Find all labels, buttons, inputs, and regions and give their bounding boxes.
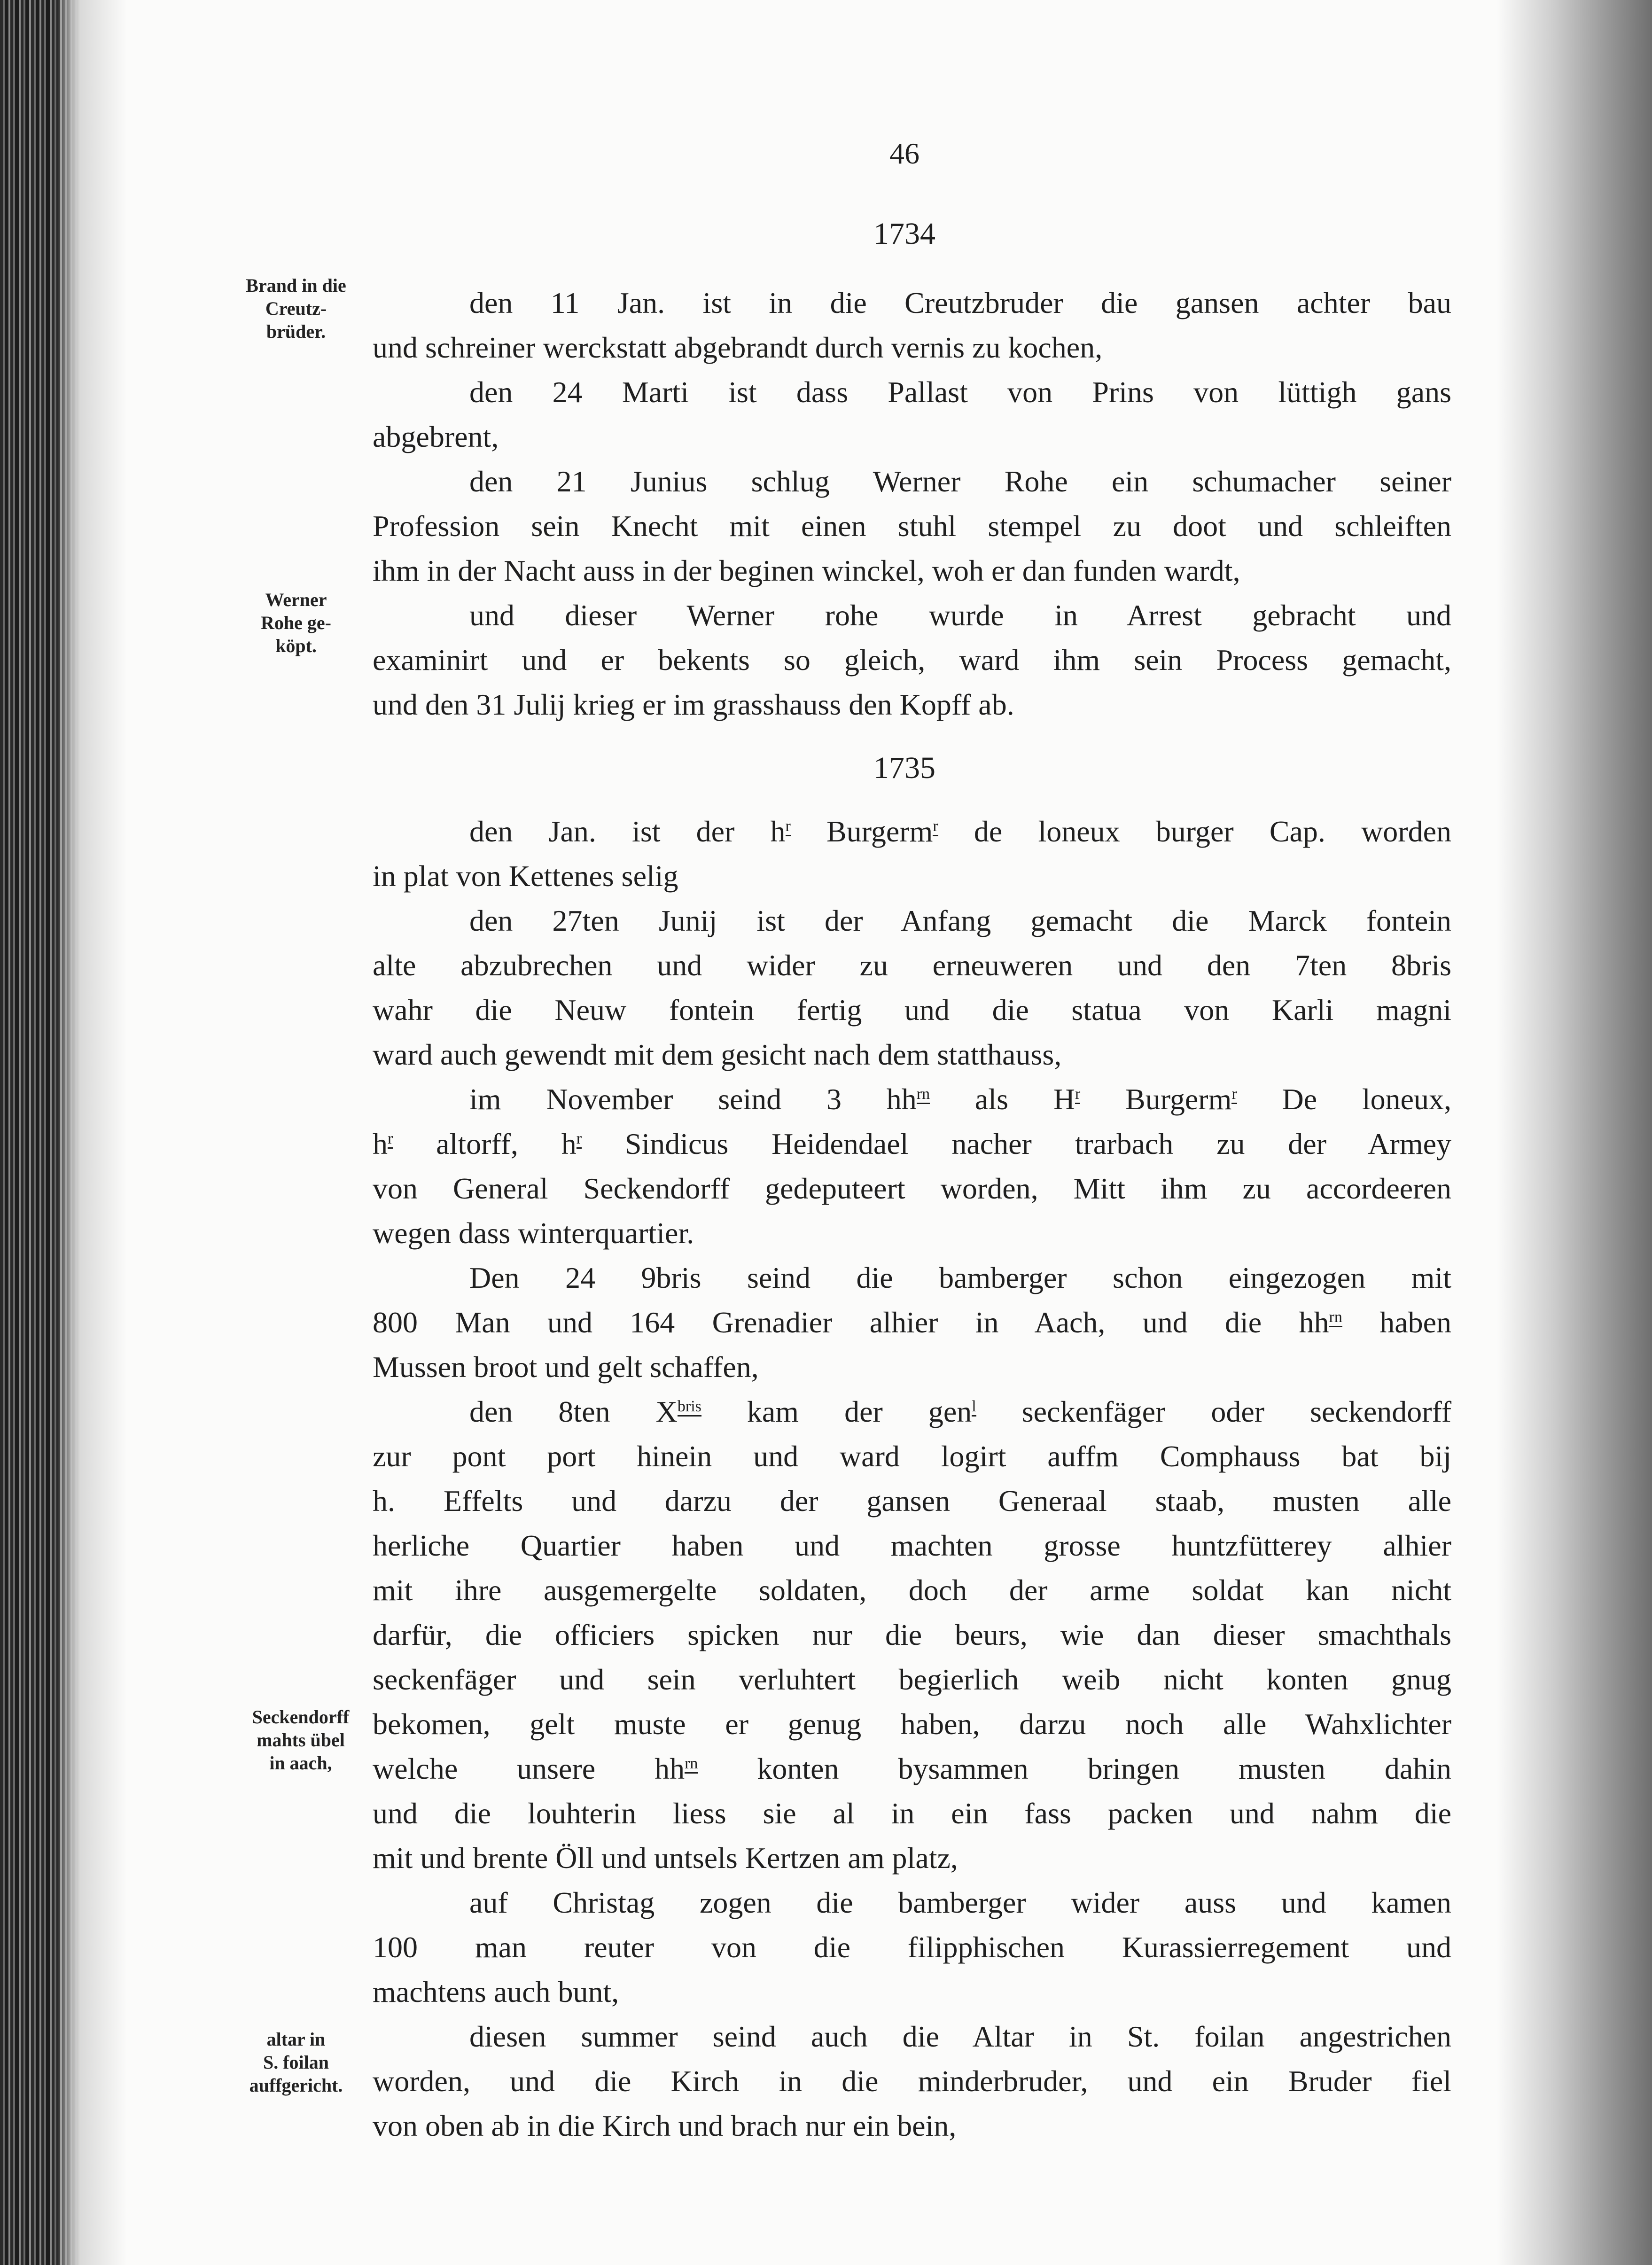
text-run: und dieser Werner rohe wurde in Arrest gebracht und — [469, 599, 1451, 632]
book-gutter-shadow — [70, 0, 127, 2265]
text-line — [373, 370, 1451, 414]
text-line — [373, 988, 1451, 1032]
text-run: und die louhterin liess sie al in ein fass packen und nahm die — [373, 1797, 1451, 1830]
text-line — [373, 1523, 1451, 1568]
section-1734-text — [373, 280, 1451, 727]
margin-note-line: auffgericht. — [249, 2075, 343, 2096]
superscript-abbrev: rn — [1329, 1308, 1342, 1327]
text-run: bekomen, gelt muste er genug haben, darzu noch alle Wahxlichter — [373, 1707, 1451, 1741]
text-line — [373, 1568, 1451, 1612]
text-line — [373, 1211, 1451, 1255]
text-run: diesen summer seind auch die Altar in St. foilan angestrichen — [469, 2020, 1451, 2053]
text-run: als H — [930, 1082, 1075, 1116]
text-line — [373, 943, 1451, 988]
text-line — [373, 1657, 1451, 1702]
text-run: mit ihre ausgemergelte soldaten, doch der arme soldat kan nicht — [373, 1573, 1451, 1607]
text-run: seckenfäger und sein verluhtert begierlich weib nicht konten gnug — [373, 1663, 1451, 1696]
book-spine-shadow — [0, 0, 80, 2265]
text-run: abgebrent, — [373, 420, 499, 453]
text-line — [373, 1746, 1451, 1791]
text-run: altorff, h — [393, 1127, 577, 1160]
margin-note-line: S. foilan — [263, 2052, 329, 2073]
text-run: den 8ten X — [469, 1395, 678, 1428]
text-line — [373, 593, 1451, 638]
margin-note-line: Creutz- — [265, 298, 327, 319]
text-run: alte abzubrechen und wider zu erneuweren und den 7ten 8bris — [373, 949, 1451, 982]
superscript-abbrev: r — [933, 817, 938, 836]
superscript-abbrev: bris — [678, 1398, 701, 1417]
text-line — [373, 280, 1451, 325]
text-line — [373, 325, 1451, 370]
section-1735-text — [373, 809, 1451, 2148]
text-line — [373, 1032, 1451, 1077]
margin-note-brand — [216, 274, 376, 343]
text-run: den 21 Junius schlug Werner Rohe ein schumacher seiner — [469, 465, 1451, 498]
text-run: de loneux burger Cap. worden — [938, 815, 1452, 848]
text-line — [373, 504, 1451, 548]
text-line — [373, 1166, 1451, 1211]
text-run: in plat von Kettenes selig — [373, 859, 678, 893]
text-run: haben — [1342, 1306, 1452, 1339]
text-line — [373, 1121, 1451, 1166]
text-run: examinirt und er bekents so gleich, ward ihm sein Process gemacht, — [373, 643, 1451, 677]
text-run: auf Christag zogen die bamberger wider auss und kamen — [469, 1886, 1451, 1919]
text-line — [373, 2059, 1451, 2103]
text-run: konten bysammen bringen musten dahin — [698, 1752, 1452, 1785]
text-run: Burgerm — [790, 815, 933, 848]
text-line — [373, 1479, 1451, 1523]
superscript-abbrev: l — [972, 1398, 976, 1417]
margin-note-line: altar in — [266, 2029, 326, 2050]
text-line — [373, 1791, 1451, 1836]
text-run: 100 man reuter von die filipphischen Kurassierregement und — [373, 1930, 1451, 1964]
superscript-abbrev: r — [1075, 1085, 1080, 1104]
text-run: von General Seckendorff gedeputeert worden, Mitt ihm zu accordeeren — [373, 1172, 1451, 1205]
text-line — [373, 1925, 1451, 1969]
text-run: mit und brente Öll und untsels Kertzen am platz, — [373, 1841, 958, 1875]
text-run: Mussen broot und gelt schaffen, — [373, 1350, 759, 1384]
text-run: im November seind 3 hh — [469, 1082, 917, 1116]
margin-note-altar — [216, 2028, 376, 2097]
text-run: seckenfäger oder seckendorff — [976, 1395, 1452, 1428]
margin-note-line: Brand in die — [246, 275, 346, 296]
text-run: Den 24 9bris seind die bamberger schon eingezogen mit — [469, 1261, 1451, 1294]
page-edge-shadow — [1497, 0, 1652, 2265]
text-run: Profession sein Knecht mit einen stuhl stempel zu doot und schleiften — [373, 509, 1451, 543]
text-line — [373, 1077, 1451, 1121]
text-run: den 11 Jan. ist in die Creutzbruder die gansen achter bau — [469, 286, 1451, 319]
text-line — [373, 854, 1451, 898]
text-line — [373, 2014, 1451, 2059]
margin-note-line: brüder. — [266, 321, 326, 342]
text-run: von oben ab in die Kirch und brach nur ein bein, — [373, 2109, 957, 2142]
year-heading-1735: 1735 — [873, 751, 935, 785]
text-run: den 27ten Junij ist der Anfang gemacht die Marck fontein — [469, 904, 1451, 937]
margin-note-werner — [216, 588, 376, 657]
text-run: wegen dass winterquartier. — [373, 1216, 694, 1250]
text-line — [373, 1300, 1451, 1345]
page-number: 46 — [889, 137, 920, 170]
text-line — [373, 459, 1451, 504]
superscript-abbrev: rn — [917, 1085, 930, 1104]
text-run: herliche Quartier haben und machten grosse huntzfütterey alhier — [373, 1529, 1451, 1562]
text-line — [373, 1345, 1451, 1389]
text-line — [373, 682, 1451, 727]
text-line — [373, 1255, 1451, 1300]
superscript-abbrev: r — [577, 1130, 582, 1149]
margin-note-line: Werner — [265, 589, 327, 610]
text-run: welche unsere hh — [373, 1752, 685, 1785]
text-run: kam der gen — [701, 1395, 972, 1428]
text-line — [373, 638, 1451, 682]
text-line — [373, 1969, 1451, 2014]
text-line — [373, 1880, 1451, 1925]
text-line — [373, 1702, 1451, 1746]
text-run: De loneux, — [1237, 1082, 1452, 1116]
text-line — [373, 1434, 1451, 1479]
margin-note-line: Rohe ge- — [261, 612, 331, 633]
text-run: den Jan. ist der h — [469, 815, 786, 848]
text-line — [373, 809, 1451, 854]
text-line — [373, 1389, 1451, 1434]
text-run: 800 Man und 164 Grenadier alhier in Aach, und die hh — [373, 1306, 1329, 1339]
text-run: worden, und die Kirch in die minderbruder, und ein Bruder fiel — [373, 2064, 1451, 2098]
text-run: machtens auch bunt, — [373, 1975, 619, 2008]
margin-note-line: in aach, — [269, 1752, 332, 1774]
year-heading-1734: 1734 — [873, 217, 935, 251]
text-run: ward auch gewendt mit dem gesicht nach dem statthauss, — [373, 1038, 1062, 1071]
text-line — [373, 1836, 1451, 1880]
text-run: h. Effelts und darzu der gansen Generaal staab, musten alle — [373, 1484, 1451, 1518]
text-line — [373, 2103, 1451, 2148]
text-run: wahr die Neuw fontein fertig und die statua von Karli magni — [373, 993, 1451, 1027]
text-run: zur pont port hinein und ward logirt auffm Comphauss bat bij — [373, 1440, 1451, 1473]
text-line — [373, 414, 1451, 459]
text-line — [373, 1612, 1451, 1657]
text-line — [373, 898, 1451, 943]
text-line — [373, 548, 1451, 593]
superscript-abbrev: r — [1231, 1085, 1237, 1104]
text-run: Sindicus Heidendael nacher trarbach zu der Armey — [582, 1127, 1452, 1160]
margin-note-line: mahts übel — [257, 1729, 345, 1751]
superscript-abbrev: r — [388, 1130, 393, 1149]
superscript-abbrev: rn — [685, 1755, 698, 1774]
text-run: und schreiner werckstatt abgebrandt durch vernis zu kochen, — [373, 331, 1103, 364]
margin-note-line: köpt. — [275, 635, 317, 656]
text-run: darfür, die officiers spicken nur die beurs, wie dan dieser smachthals — [373, 1618, 1451, 1651]
text-run: und den 31 Julij krieg er im grasshauss den Kopff ab. — [373, 688, 1014, 721]
text-run: h — [373, 1127, 388, 1160]
margin-note-line: Seckendorff — [252, 1706, 350, 1728]
text-run: ihm in der Nacht auss in der beginen winckel, woh er dan funden wardt, — [373, 554, 1240, 587]
margin-note-seckendorff — [221, 1705, 381, 1775]
text-run: Burgerm — [1080, 1082, 1232, 1116]
text-run: den 24 Marti ist dass Pallast von Prins von lüttigh gans — [469, 375, 1451, 409]
superscript-abbrev: r — [786, 817, 791, 836]
